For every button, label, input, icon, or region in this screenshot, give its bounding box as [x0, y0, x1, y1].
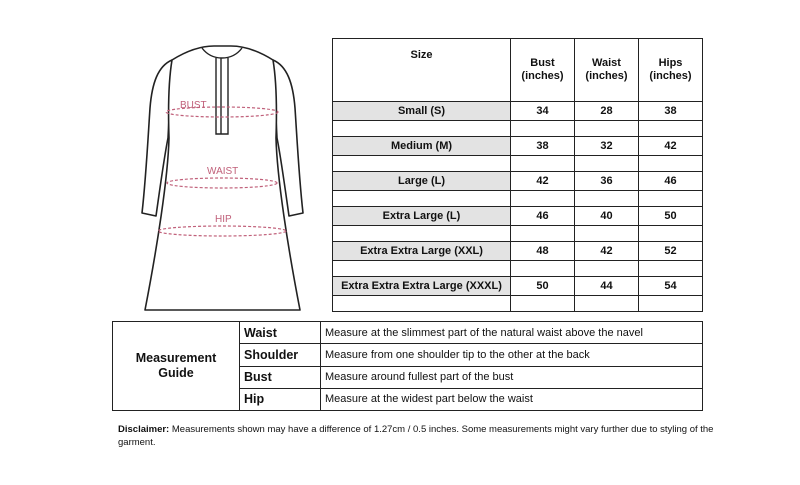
- size-cell-bust: 42: [511, 172, 575, 191]
- spacer-cell: [575, 226, 639, 242]
- spacer-cell: [333, 156, 511, 172]
- size-cell-hips: 54: [639, 277, 703, 296]
- spacer-cell: [333, 296, 511, 312]
- disclaimer-text: Measurements shown may have a difference of 1.27cm / 0.5 inches. Some measurements might vary further due to styling of the garment.: [118, 424, 714, 448]
- spacer-cell: [333, 261, 511, 277]
- size-cell-size: Large (L): [333, 172, 511, 191]
- size-table-header: Bust (inches): [511, 39, 575, 102]
- size-cell-size: Small (S): [333, 102, 511, 121]
- bust-label: BUST: [180, 100, 207, 111]
- size-cell-hips: 38: [639, 102, 703, 121]
- size-table-row: [333, 207, 703, 226]
- size-cell-size: Extra Large (L): [333, 207, 511, 226]
- size-chart-table: [332, 38, 703, 312]
- guide-item-name: Hip: [240, 388, 321, 410]
- spacer-cell: [639, 261, 703, 277]
- disclaimer-label: Disclaimer:: [118, 424, 170, 435]
- spacer-cell: [639, 191, 703, 207]
- spacer-cell: [575, 261, 639, 277]
- spacer-cell: [511, 296, 575, 312]
- spacer-cell: [511, 121, 575, 137]
- size-table-header: Waist (inches): [575, 39, 639, 102]
- measurement-guide-table: [112, 321, 703, 411]
- size-table-row: [333, 277, 703, 296]
- size-table-spacer-row: [333, 226, 703, 242]
- size-cell-waist: 36: [575, 172, 639, 191]
- spacer-cell: [639, 226, 703, 242]
- spacer-cell: [575, 191, 639, 207]
- spacer-cell: [511, 156, 575, 172]
- spacer-cell: [333, 121, 511, 137]
- size-cell-size: Extra Extra Large (XXL): [333, 242, 511, 261]
- size-cell-hips: 52: [639, 242, 703, 261]
- spacer-cell: [511, 191, 575, 207]
- size-cell-hips: 42: [639, 137, 703, 156]
- guide-row: [113, 322, 703, 344]
- size-cell-bust: 38: [511, 137, 575, 156]
- size-cell-waist: 42: [575, 242, 639, 261]
- size-cell-size: Extra Extra Extra Large (XXXL): [333, 277, 511, 296]
- size-cell-hips: 46: [639, 172, 703, 191]
- guide-item-description: Measure at the slimmest part of the natural waist above the navel: [321, 322, 703, 344]
- size-table-spacer-row: [333, 261, 703, 277]
- size-table-spacer-row: [333, 121, 703, 137]
- hip-label: HIP: [215, 214, 232, 225]
- size-table-spacer-row: [333, 191, 703, 207]
- guide-item-name: Bust: [240, 366, 321, 388]
- size-table-spacer-row: [333, 156, 703, 172]
- size-cell-bust: 34: [511, 102, 575, 121]
- spacer-cell: [575, 121, 639, 137]
- size-cell-hips: 50: [639, 207, 703, 226]
- spacer-cell: [639, 296, 703, 312]
- spacer-cell: [575, 156, 639, 172]
- size-cell-size: Medium (M): [333, 137, 511, 156]
- size-table-header: Size: [333, 39, 511, 102]
- size-table-row: [333, 172, 703, 191]
- guide-item-description: Measure at the widest part below the waist: [321, 388, 703, 410]
- guide-item-name: Waist: [240, 322, 321, 344]
- spacer-cell: [639, 156, 703, 172]
- guide-item-name: Shoulder: [240, 344, 321, 366]
- kurta-illustration: [130, 38, 315, 313]
- spacer-cell: [511, 261, 575, 277]
- size-table-row: [333, 242, 703, 261]
- size-cell-bust: 50: [511, 277, 575, 296]
- size-table-spacer-row: [333, 296, 703, 312]
- spacer-cell: [639, 121, 703, 137]
- size-table-header-row: [333, 39, 703, 102]
- disclaimer: [118, 423, 718, 449]
- size-table-row: [333, 137, 703, 156]
- waist-label: WAIST: [207, 166, 239, 177]
- spacer-cell: [575, 296, 639, 312]
- size-cell-waist: 28: [575, 102, 639, 121]
- size-cell-waist: 44: [575, 277, 639, 296]
- size-table-row: [333, 102, 703, 121]
- size-cell-waist: 40: [575, 207, 639, 226]
- size-cell-bust: 46: [511, 207, 575, 226]
- size-table-header: Hips (inches): [639, 39, 703, 102]
- guide-item-description: Measure around fullest part of the bust: [321, 366, 703, 388]
- spacer-cell: [511, 226, 575, 242]
- size-cell-bust: 48: [511, 242, 575, 261]
- spacer-cell: [333, 226, 511, 242]
- spacer-cell: [333, 191, 511, 207]
- measurement-guide-title: Measurement Guide: [113, 322, 240, 411]
- guide-item-description: Measure from one shoulder tip to the other at the back: [321, 344, 703, 366]
- size-cell-waist: 32: [575, 137, 639, 156]
